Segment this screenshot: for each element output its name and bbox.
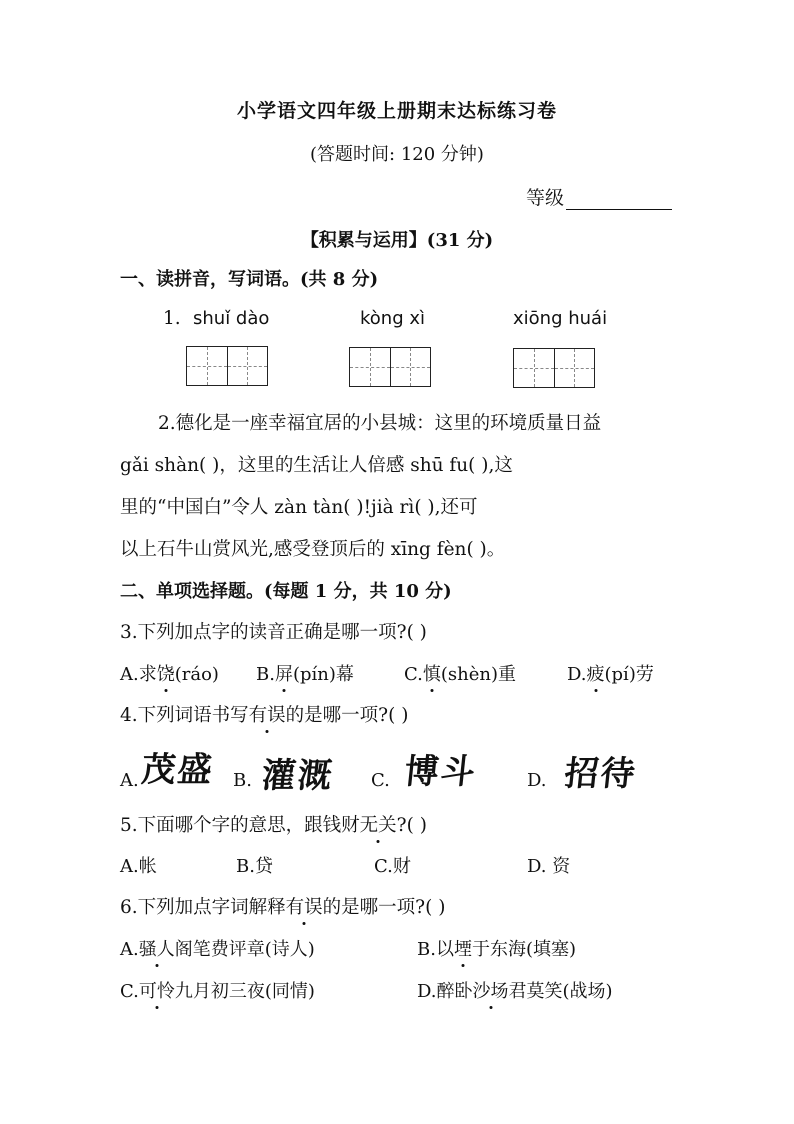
q4-option-d-label: D. — [527, 770, 547, 791]
grade-blank[interactable] — [566, 191, 672, 210]
section-title: 【积累与运用】(31 分) — [300, 230, 494, 251]
writing-box-3[interactable] — [513, 348, 595, 388]
q4-stem: 4.下列词语书写有误的是哪一项?( ) — [120, 701, 408, 727]
q6-option-c[interactable]: C.可怜九月初三夜(同情) — [120, 977, 315, 1003]
writing-box-2[interactable] — [349, 347, 431, 387]
q4-option-a-label: A. — [120, 770, 139, 791]
q4-option-c-label: C. — [371, 770, 390, 791]
q6-option-a[interactable]: A.骚人阁笔费评章(诗人) — [120, 935, 315, 961]
part1-heading: 一、读拼音，写词语。(共 8 分) — [120, 269, 379, 290]
q5-option-d[interactable]: D. 资 — [527, 856, 571, 877]
q6-option-d[interactable]: D.醉卧沙场君莫笑(战场) — [417, 977, 613, 1003]
q3-option-b[interactable]: B.屏(pín)幕 — [256, 660, 354, 686]
q1-number: 1. — [163, 308, 181, 329]
q3-option-d[interactable]: D.疲(pí)劳 — [567, 660, 654, 686]
grade-label: 等级 — [526, 187, 565, 209]
q5-stem: 5.下面哪个字的意思，跟钱财无关?( ) — [120, 811, 427, 837]
q5-option-a[interactable]: A.帐 — [120, 856, 157, 877]
q3-stem: 3.下列加点字的读音正确是哪一项?( ) — [120, 622, 427, 643]
pinyin-2: kòng xì — [360, 308, 426, 329]
q2-line-2: gǎi shàn( )，这里的生活让人倍感 shū fu( ),这 — [120, 455, 513, 476]
q6-stem: 6.下列加点字词解释有误的是哪一项?( ) — [120, 893, 445, 919]
q3-option-a[interactable]: A.求饶(ráo) — [120, 660, 219, 686]
grade-field — [526, 183, 672, 210]
q5-option-b[interactable]: B.贷 — [236, 856, 273, 877]
pinyin-3: xiōng huái — [513, 308, 608, 329]
q5-option-c[interactable]: C.财 — [374, 856, 411, 877]
q2-line-3: 里的“中国白”令人 zàn tàn( )!jià rì( ),还可 — [120, 497, 478, 518]
q3-option-c[interactable]: C.慎(shèn)重 — [404, 660, 516, 686]
q6-option-b[interactable]: B.以堙于东海(填塞) — [417, 935, 576, 961]
q4-option-b-label: B. — [233, 770, 252, 791]
q4-option-d[interactable]: 招待 — [562, 754, 639, 794]
q4-option-c[interactable]: 博斗 — [402, 752, 479, 792]
writing-box-1[interactable] — [186, 346, 268, 386]
q2-line-4: 以上石牛山赏风光,感受登顶后的 xīng fèn( )。 — [120, 539, 506, 560]
q4-option-a[interactable]: 茂盛 — [139, 750, 216, 790]
pinyin-1: shuǐ dào — [193, 308, 270, 329]
q4-option-b[interactable]: 灌溉 — [259, 756, 336, 796]
page-title: 小学语文四年级上册期末达标练习卷 — [236, 100, 557, 122]
part2-heading: 二、单项选择题。(每题 1 分，共 10 分) — [120, 581, 452, 602]
q2-line-1: 2.德化是一座幸福宜居的小县城：这里的环境质量日益 — [158, 413, 602, 434]
exam-time: (答题时间: 120 分钟) — [310, 144, 484, 165]
